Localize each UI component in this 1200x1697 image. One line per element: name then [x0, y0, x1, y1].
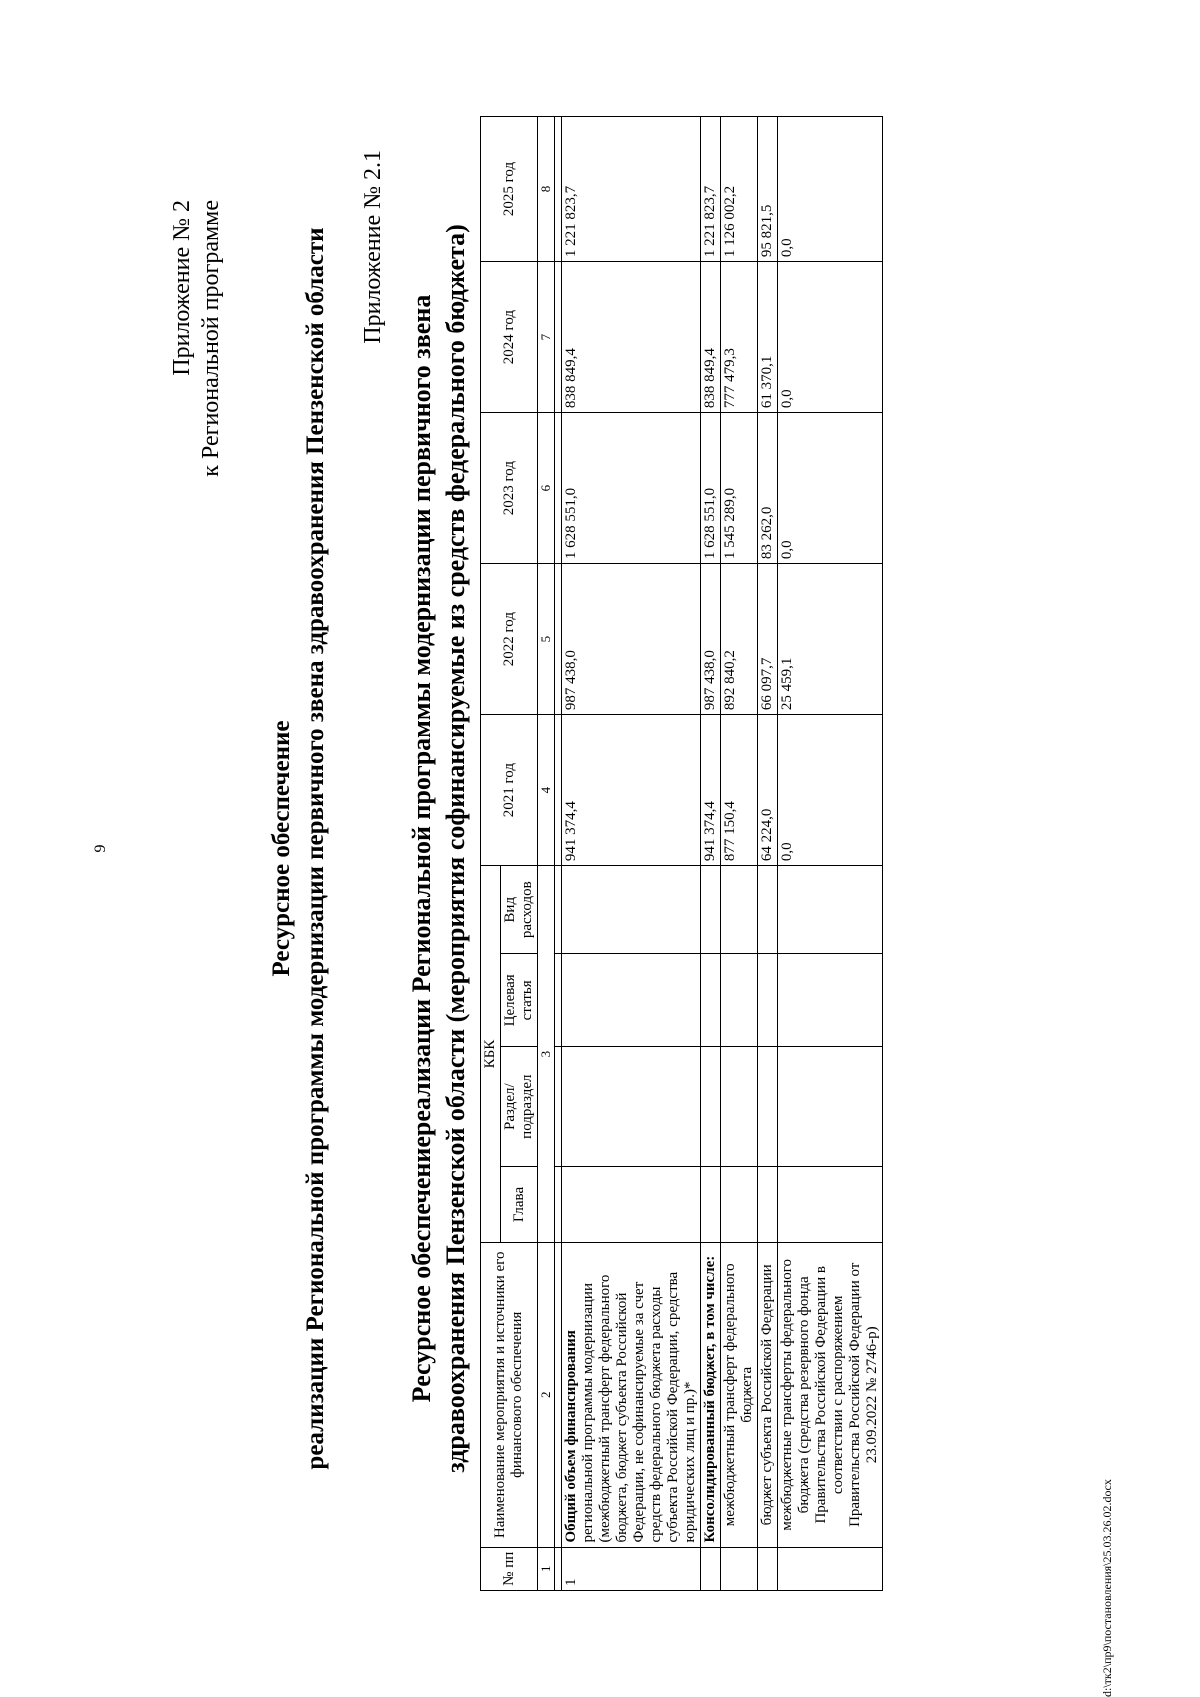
col-number: 3 — [538, 866, 555, 1243]
row-name-bold: Консолидированный бюджет, в том числе: — [702, 1255, 718, 1543]
header-2023: 2023 год — [481, 413, 538, 564]
col-number: 7 — [538, 262, 555, 413]
value-cell: 0,0 — [778, 715, 883, 866]
kbk-cell — [562, 866, 701, 954]
value-cell: 777 479,3 — [721, 262, 758, 413]
kbk-cell — [562, 1047, 701, 1167]
kbk-cell — [562, 1166, 701, 1242]
value-cell: 838 849,4 — [562, 262, 701, 413]
value-cell: 0,0 — [778, 117, 883, 262]
value-cell: 1 126 002,2 — [721, 117, 758, 262]
kbk-cell — [721, 1047, 758, 1167]
value-cell: 25 459,1 — [778, 564, 883, 715]
value-cell: 987 438,0 — [701, 564, 721, 715]
main-title-line1: Ресурсное обеспечение — [268, 720, 295, 977]
header-glava: Глава — [501, 1166, 538, 1242]
table-row — [701, 117, 721, 1591]
row-name — [721, 1243, 758, 1547]
value-cell: 941 374,4 — [562, 715, 701, 866]
header-vid: Вид расходов — [501, 866, 538, 954]
value-cell: 61 370,1 — [758, 262, 778, 413]
row-number — [701, 1547, 721, 1590]
row-name-text: межбюджетный трансферт федерального бюджета — [722, 1263, 755, 1527]
budget-table — [480, 116, 883, 1591]
row-name — [758, 1243, 778, 1547]
col-number: 1 — [538, 1547, 555, 1590]
kbk-cell — [701, 1166, 721, 1242]
row-name-bold: Общий объем финансирования — [563, 1330, 579, 1543]
page-number: 9 — [92, 844, 109, 853]
value-cell: 1 221 823,7 — [562, 117, 701, 262]
header-2021: 2021 год — [481, 715, 538, 866]
header-no: № пп — [481, 1547, 538, 1590]
row-number — [721, 1547, 758, 1590]
kbk-cell — [778, 866, 883, 954]
sub-title-line1: Ресурсное обеспечениереализации Региональной программы модернизации первичного звена — [407, 294, 436, 1403]
kbk-cell — [778, 954, 883, 1047]
row-name — [778, 1243, 883, 1547]
kbk-cell — [778, 1166, 883, 1242]
footer-file-path: d:\тк2\пр9\постановления\25.03.26.02.docx — [1100, 1479, 1114, 1697]
header-2025: 2025 год — [481, 117, 538, 262]
column-number-row — [538, 117, 555, 1591]
kbk-cell — [721, 1166, 758, 1242]
value-cell: 1 628 551,0 — [701, 413, 721, 564]
col-number: 8 — [538, 117, 555, 262]
value-cell: 1 628 551,0 — [562, 413, 701, 564]
appendix-2-1-label: Приложение № 2.1 — [360, 150, 386, 344]
value-cell: 941 374,4 — [701, 715, 721, 866]
spacer-row — [555, 117, 562, 1591]
value-cell: 66 097,7 — [758, 564, 778, 715]
appendix-2-header — [168, 200, 226, 477]
value-cell: 0,0 — [778, 262, 883, 413]
kbk-cell — [701, 1047, 721, 1167]
header-name: Наименование мероприятия и источники его финансового обеспечения — [481, 1243, 538, 1547]
table-row — [562, 117, 701, 1591]
kbk-cell — [758, 1166, 778, 1242]
header-razdel: Раздел/ подраздел — [501, 1047, 538, 1167]
row-number: 1 — [562, 1547, 701, 1590]
row-number — [778, 1547, 883, 1590]
col-number: 5 — [538, 564, 555, 715]
kbk-cell — [701, 866, 721, 954]
header-celevaya: Целевая статья — [501, 954, 538, 1047]
header-2022: 2022 год — [481, 564, 538, 715]
kbk-cell — [758, 866, 778, 954]
col-number: 4 — [538, 715, 555, 866]
kbk-cell — [562, 954, 701, 1047]
sub-title-line2: здравоохранения Пензенской области (мероприятия софинансируемые из средств федерального бюджета) — [441, 224, 470, 1473]
value-cell: 1 545 289,0 — [721, 413, 758, 564]
row-name-text: межбюджетные трансферты федерального бюджета (средства резервного фонда Правительства Российской Федерации в соответствии с распоряжением Правительства Российской Федерации от 23.09.2022 № 2746-р) — [779, 1258, 880, 1531]
table-row — [778, 117, 883, 1591]
value-cell: 83 262,0 — [758, 413, 778, 564]
row-name-text: региональной программы модернизации (межбюджетный трансферт федерального бюджета, бюджет субъекта Российской Федерации, не софинансируемые за счет средств федерального бюджета расходы субъекта Российской Федерации, средства юридических лиц и пр.)* — [580, 1271, 698, 1543]
main-title — [265, 0, 333, 1697]
row-name — [562, 1243, 701, 1547]
value-cell: 892 840,2 — [721, 564, 758, 715]
table-row — [721, 117, 758, 1591]
col-number: 6 — [538, 413, 555, 564]
appendix-2-line2: к Региональной программе — [198, 200, 224, 477]
main-title-line2: реализации Региональной программы модернизации первичного звена здравоохранения Пензенской области — [302, 227, 329, 1470]
header-kbk: КБК — [481, 866, 501, 1243]
row-name-text: бюджет субъекта Российской Федерации — [759, 1264, 775, 1526]
value-cell: 0,0 — [778, 413, 883, 564]
kbk-cell — [758, 1047, 778, 1167]
kbk-cell — [721, 866, 758, 954]
row-name — [701, 1243, 721, 1547]
value-cell: 1 221 823,7 — [701, 117, 721, 262]
sub-title — [405, 0, 473, 1697]
value-cell: 987 438,0 — [562, 564, 701, 715]
kbk-cell — [778, 1047, 883, 1167]
header-2024: 2024 год — [481, 262, 538, 413]
kbk-cell — [701, 954, 721, 1047]
appendix-2-line1: Приложение № 2 — [169, 200, 195, 376]
value-cell: 877 150,4 — [721, 715, 758, 866]
value-cell: 838 849,4 — [701, 262, 721, 413]
table-row — [758, 117, 778, 1591]
row-number — [758, 1547, 778, 1590]
kbk-cell — [721, 954, 758, 1047]
value-cell: 95 821,5 — [758, 117, 778, 262]
kbk-cell — [758, 954, 778, 1047]
col-number: 2 — [538, 1243, 555, 1547]
value-cell: 64 224,0 — [758, 715, 778, 866]
